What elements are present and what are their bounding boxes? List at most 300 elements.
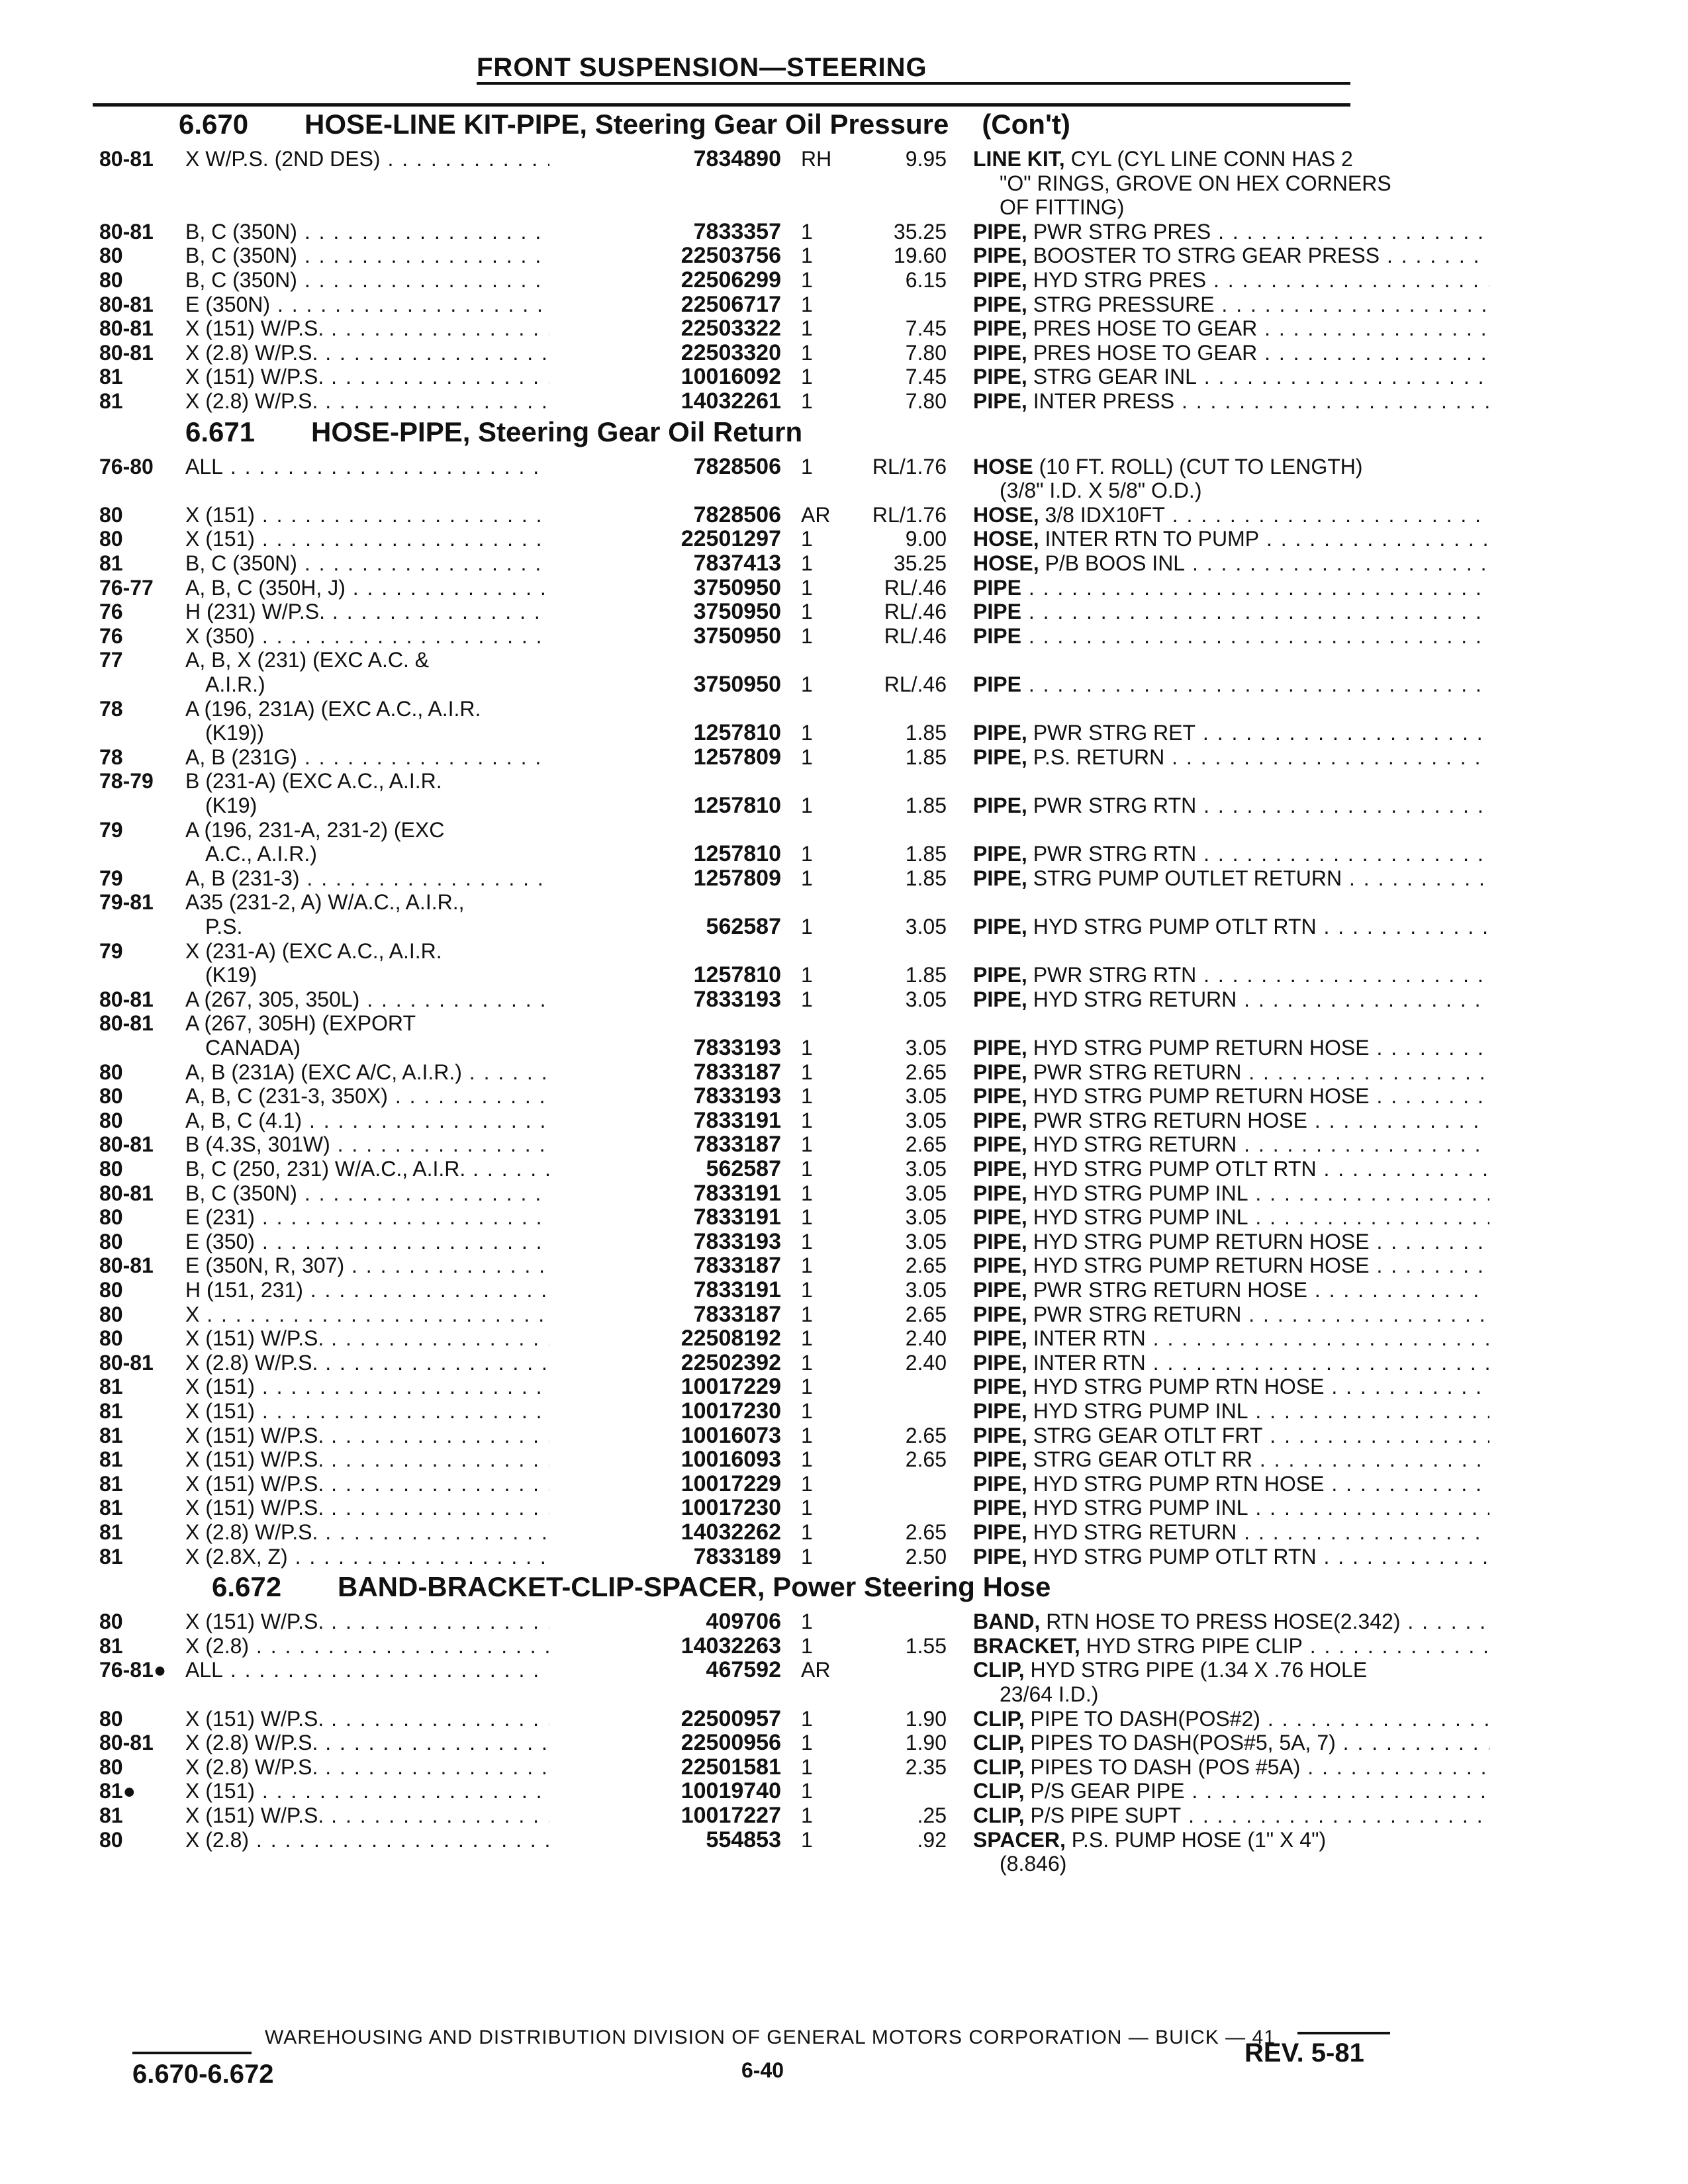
model-year: 80 xyxy=(99,527,123,551)
quantity: 1 xyxy=(801,244,813,268)
part-row xyxy=(99,1609,1401,1636)
application: A, B (231A) (EXC A/C, A.I.R.) . . . xyxy=(185,1060,629,1084)
model-year: 80-81 xyxy=(99,1011,154,1036)
price: 2.65 xyxy=(905,1520,947,1544)
description xyxy=(973,1157,1489,1181)
price: 6.15 xyxy=(905,268,947,292)
part-number: 22503322 xyxy=(549,316,781,340)
description-text: HYD STRG PUMP INL xyxy=(1027,1496,1248,1520)
price: RL/.46 xyxy=(884,600,947,624)
part-row xyxy=(99,866,1390,893)
part-number: 10017227 xyxy=(549,1803,781,1827)
footer-rule-right xyxy=(1297,2032,1390,2034)
description-keyword: CLIP, xyxy=(973,1779,1025,1803)
part-number: 22503756 xyxy=(549,244,781,267)
quantity: 1 xyxy=(801,1544,813,1569)
part-row xyxy=(99,551,1390,578)
model-year: 80-81 xyxy=(99,292,154,316)
model-year: 80-81 xyxy=(99,987,154,1011)
quantity: 1 xyxy=(801,1779,813,1803)
description-keyword: BRACKET, xyxy=(973,1633,1080,1658)
part-row xyxy=(99,1230,1390,1256)
price: 2.40 xyxy=(905,1326,947,1351)
part-row xyxy=(99,503,1390,529)
model-year: 80 xyxy=(99,1278,123,1302)
price: .25 xyxy=(917,1803,947,1827)
quantity: AR xyxy=(801,1658,831,1682)
price: RL/.46 xyxy=(884,623,947,648)
part-row xyxy=(99,1205,1390,1232)
price: 9.00 xyxy=(905,527,947,551)
description-keyword: PIPE, xyxy=(973,1399,1027,1423)
part-row xyxy=(99,1520,1390,1547)
application: B, C (350N) . . . xyxy=(185,551,629,575)
price: RL/.46 xyxy=(884,672,947,696)
description xyxy=(973,1205,1489,1229)
part-number: 10016093 xyxy=(549,1447,781,1471)
part-row xyxy=(99,624,1390,651)
part-number: 3750950 xyxy=(549,576,781,600)
description-text: P.S. RETURN xyxy=(1027,745,1165,769)
part-row xyxy=(99,987,1390,1014)
price: 2.65 xyxy=(905,1132,947,1157)
application: X W/P.S. (2ND DES) . . . xyxy=(185,147,629,171)
description xyxy=(973,1351,1489,1375)
application-continued: (K19) xyxy=(205,794,258,817)
part-number: 7833193 xyxy=(549,987,781,1011)
model-year: 80 xyxy=(99,1060,123,1084)
price: 7.80 xyxy=(905,340,947,365)
part-number: 22500956 xyxy=(549,1731,781,1754)
application-continued: (K19)) xyxy=(205,721,264,745)
description xyxy=(973,1230,1489,1253)
description-keyword: PIPE, xyxy=(973,914,1027,938)
part-number: 14032263 xyxy=(549,1634,781,1658)
part-row xyxy=(99,1326,1390,1353)
top-rule xyxy=(93,103,1350,107)
application: B, C (350N) . . . xyxy=(185,220,629,244)
description-text: PWR STRG RETURN HOSE xyxy=(1027,1108,1307,1132)
part-number: 1257810 xyxy=(549,794,781,817)
part-number: 7828506 xyxy=(549,503,781,527)
quantity: 1 xyxy=(801,1253,813,1278)
description-keyword: PIPE, xyxy=(973,866,1027,890)
quantity: 1 xyxy=(801,914,813,938)
part-row xyxy=(99,600,1390,626)
part-number: 554853 xyxy=(549,1828,781,1852)
description xyxy=(973,1424,1489,1447)
section-title: BAND-BRACKET-CLIP-SPACER, Power Steering Hose xyxy=(338,1571,1051,1603)
description-text: STRG GEAR INL xyxy=(1027,365,1197,389)
description-keyword: PIPE, xyxy=(973,793,1027,817)
part-row xyxy=(99,745,1390,772)
description xyxy=(973,1399,1489,1423)
quantity: 1 xyxy=(801,575,813,600)
description xyxy=(973,987,1489,1011)
description xyxy=(973,551,1489,575)
quantity: 1 xyxy=(801,866,813,890)
description xyxy=(973,244,1489,267)
description-keyword: PIPE, xyxy=(973,721,1027,745)
part-row xyxy=(99,1060,1390,1087)
quantity: 1 xyxy=(801,1350,813,1375)
part-number: 1257810 xyxy=(549,842,781,866)
description-keyword: PIPE, xyxy=(973,1471,1027,1496)
description xyxy=(973,1109,1489,1132)
description-keyword: PIPE, xyxy=(973,244,1027,268)
footer-division: WAREHOUSING AND DISTRIBUTION DIVISION OF GENERAL MOTORS CORPORATION — BUICK — 41 xyxy=(265,2026,1276,2048)
model-year: 81 xyxy=(99,1803,123,1827)
model-year: 79 xyxy=(99,817,123,842)
description-text: STRG GEAR OTLT FRT xyxy=(1027,1423,1263,1447)
model-year: 80-81 xyxy=(99,316,154,341)
description-keyword: HOSE xyxy=(973,454,1033,478)
part-row xyxy=(99,1375,1390,1401)
application: H (231) W/P.S. . . . xyxy=(185,600,629,623)
model-year: 81 xyxy=(99,1399,123,1423)
model-year: 76-81● xyxy=(99,1658,167,1682)
application: X (2.8) . . . xyxy=(185,1634,629,1658)
description-keyword: PIPE, xyxy=(973,1108,1027,1132)
part-row xyxy=(99,316,1390,343)
description-keyword: HOSE, xyxy=(973,502,1039,527)
application-continued: (K19) xyxy=(205,963,258,987)
section-number: 6.671 xyxy=(185,416,256,447)
part-row xyxy=(99,1634,1390,1661)
part-number: 409706 xyxy=(549,1610,781,1633)
part-row xyxy=(99,1472,1390,1498)
price: 2.65 xyxy=(905,1423,947,1447)
part-number: 562587 xyxy=(549,1157,781,1181)
price: 3.05 xyxy=(905,1278,947,1302)
application: X (151) . . . xyxy=(185,527,629,551)
price: RL/1.76 xyxy=(872,502,947,527)
part-number: 3750950 xyxy=(549,624,781,648)
price: 1.90 xyxy=(905,1731,947,1755)
description-text: P/S GEAR PIPE xyxy=(1024,1779,1185,1803)
section-heading xyxy=(212,1571,1051,1603)
model-year: 81 xyxy=(99,1544,123,1569)
price: 3.05 xyxy=(905,914,947,938)
description-text: PWR STRG RETURN xyxy=(1027,1060,1242,1084)
price: 35.25 xyxy=(893,551,947,575)
application: A, B, C (231-3, 350X) . . . xyxy=(185,1084,629,1108)
price: 9.95 xyxy=(905,147,947,171)
description-text: PWR STRG RET xyxy=(1027,721,1196,745)
application: A (267, 305H) (EXPORT xyxy=(185,1011,416,1036)
model-year: 80-81 xyxy=(99,1731,154,1755)
price: 7.45 xyxy=(905,316,947,341)
description xyxy=(973,527,1489,551)
part-row xyxy=(99,268,1390,295)
price: 1.55 xyxy=(905,1633,947,1658)
section-number: 6.672 xyxy=(212,1571,282,1603)
quantity: 1 xyxy=(801,987,813,1011)
quantity: 1 xyxy=(801,1803,813,1827)
part-row xyxy=(99,341,1390,367)
description-keyword: SPACER, xyxy=(973,1827,1066,1852)
quantity: 1 xyxy=(801,1181,813,1205)
application: X (2.8) W/P.S. . . . xyxy=(185,1731,629,1754)
quantity: 1 xyxy=(801,1399,813,1423)
application: X (2.8) W/P.S. . . . xyxy=(185,1351,629,1375)
description-text: INTER PRESS xyxy=(1027,389,1175,413)
application: X (151) W/P.S. . . . xyxy=(185,316,629,340)
description xyxy=(973,1181,1489,1205)
header-rule xyxy=(477,82,1350,85)
model-year: 81 xyxy=(99,1633,123,1658)
application: X (151) . . . xyxy=(185,1399,629,1423)
part-number: 22502392 xyxy=(549,1351,781,1375)
description-continued: (3/8" I.D. X 5/8" O.D.) xyxy=(1000,478,1202,503)
price: 2.40 xyxy=(905,1350,947,1375)
description-keyword: HOSE, xyxy=(973,527,1039,551)
description-keyword: CLIP, xyxy=(973,1731,1025,1755)
model-year: 80-81 xyxy=(99,147,154,171)
quantity: 1 xyxy=(801,1060,813,1084)
description-text: P/S PIPE SUPT xyxy=(1024,1803,1182,1827)
quantity: 1 xyxy=(801,1326,813,1351)
description-keyword: PIPE, xyxy=(973,219,1027,244)
price: 2.65 xyxy=(905,1447,947,1472)
footer-rule-left xyxy=(132,2052,252,2054)
part-row xyxy=(99,1803,1390,1830)
price: 3.05 xyxy=(905,1181,947,1205)
part-row xyxy=(99,527,1390,553)
section-title: HOSE-LINE KIT-PIPE, Steering Gear Oil Pressure xyxy=(305,109,949,140)
quantity: 1 xyxy=(801,721,813,745)
quantity: 1 xyxy=(801,1229,813,1253)
quantity: 1 xyxy=(801,316,813,341)
description-text: PIPES TO DASH(POS#5, 5A, 7) xyxy=(1024,1731,1336,1755)
description-text: STRG GEAR OTLT RR xyxy=(1027,1447,1252,1472)
price: 2.65 xyxy=(905,1253,947,1278)
part-row xyxy=(99,455,1390,481)
part-row xyxy=(99,1447,1390,1474)
part-row xyxy=(99,1084,1390,1111)
description-keyword: PIPE, xyxy=(973,1520,1027,1544)
application: X (151) W/P.S. . . . xyxy=(185,1472,629,1496)
part-row xyxy=(99,1399,1390,1426)
quantity: 1 xyxy=(801,1471,813,1496)
description-keyword: PIPE, xyxy=(973,1157,1027,1181)
quantity: 1 xyxy=(801,389,813,413)
description xyxy=(973,389,1489,413)
description-keyword: PIPE, xyxy=(973,842,1027,866)
price: 1.85 xyxy=(905,963,947,987)
quantity: 1 xyxy=(801,1278,813,1302)
part-number: 7828506 xyxy=(549,455,781,478)
application: E (231) . . . xyxy=(185,1205,629,1229)
part-row xyxy=(99,1109,1390,1135)
part-number: 7833187 xyxy=(549,1302,781,1326)
description-keyword: PIPE xyxy=(973,672,1021,696)
description-text: HYD STRG PIPE CLIP xyxy=(1080,1633,1303,1658)
application: X (151) . . . xyxy=(185,1375,629,1398)
model-year: 79-81 xyxy=(99,890,154,915)
quantity: 1 xyxy=(801,1205,813,1230)
description-text: HYD STRG RETURN xyxy=(1027,1132,1237,1157)
description-keyword: PIPE, xyxy=(973,745,1027,769)
description-text: HYD STRG RETURN xyxy=(1027,1520,1237,1544)
application: X (151) W/P.S. . . . xyxy=(185,1610,629,1633)
quantity: 1 xyxy=(801,623,813,648)
description-keyword: BAND, xyxy=(973,1610,1041,1634)
part-number: 22506717 xyxy=(549,293,781,316)
description-keyword: PIPE, xyxy=(973,1302,1027,1326)
quantity: 1 xyxy=(801,1731,813,1755)
quantity: 1 xyxy=(801,219,813,244)
price: RL/1.76 xyxy=(872,454,947,478)
description xyxy=(973,672,1489,696)
description xyxy=(973,316,1489,340)
section-continued: (Con't) xyxy=(982,109,1070,140)
part-number: 1257810 xyxy=(549,963,781,987)
description-keyword: PIPE, xyxy=(973,1496,1027,1520)
part-number: 7833187 xyxy=(549,1132,781,1156)
description-text: INTER RTN xyxy=(1027,1326,1146,1351)
description-text: HYD STRG PUMP OTLT RTN xyxy=(1027,914,1317,938)
model-year: 80 xyxy=(99,1827,123,1852)
description-keyword: LINE KIT, xyxy=(973,147,1065,171)
description-text: HYD STRG PUMP RETURN HOSE xyxy=(1027,1084,1370,1109)
description-text: PRES HOSE TO GEAR xyxy=(1027,316,1258,341)
description-text: PRES HOSE TO GEAR xyxy=(1027,340,1258,365)
description-text: P/B BOOS INL xyxy=(1039,551,1186,575)
quantity: 1 xyxy=(801,1423,813,1447)
model-year: 81 xyxy=(99,1471,123,1496)
part-row xyxy=(99,1707,1390,1733)
part-row xyxy=(99,1779,1390,1805)
part-number: 7833191 xyxy=(549,1109,781,1132)
application: A, B (231-3) . . . xyxy=(185,866,629,890)
description xyxy=(973,1472,1489,1496)
model-year: 80 xyxy=(99,1084,123,1109)
part-number: 7833187 xyxy=(549,1060,781,1084)
description-keyword: PIPE, xyxy=(973,1181,1027,1205)
part-row xyxy=(99,576,1390,602)
description-keyword: PIPE, xyxy=(973,1447,1027,1472)
part-number: 7833191 xyxy=(549,1205,781,1229)
model-year: 80 xyxy=(99,1326,123,1351)
part-row xyxy=(99,1302,1390,1329)
application: B, C (350N) . . . xyxy=(185,1181,629,1205)
description xyxy=(973,1036,1489,1060)
price: 1.85 xyxy=(905,866,947,890)
description xyxy=(973,1779,1489,1803)
model-year: 80-81 xyxy=(99,1350,154,1375)
description xyxy=(973,455,1489,478)
quantity: 1 xyxy=(801,1633,813,1658)
application: B (4.3S, 301W) . . . xyxy=(185,1132,629,1156)
description-keyword: PIPE, xyxy=(973,1278,1027,1302)
part-number: 10016092 xyxy=(549,365,781,388)
application: X (151) W/P.S. . . . xyxy=(185,1496,629,1520)
quantity: 1 xyxy=(801,1084,813,1109)
application: E (350N, R, 307) . . . xyxy=(185,1253,629,1277)
application: ALL . . . xyxy=(185,1658,629,1682)
description-text: HYD STRG PUMP RETURN HOSE xyxy=(1027,1035,1370,1060)
description-text: HYD STRG PUMP INL xyxy=(1027,1399,1248,1423)
description-keyword: PIPE, xyxy=(973,389,1027,413)
price: 2.65 xyxy=(905,1302,947,1326)
quantity: 1 xyxy=(801,842,813,866)
application: X (151) W/P.S. . . . xyxy=(185,365,629,388)
application: A, B, C (4.1) . . . xyxy=(185,1109,629,1132)
price: 1.85 xyxy=(905,842,947,866)
description-text: PWR STRG RTN xyxy=(1027,963,1197,987)
model-year: 81 xyxy=(99,365,123,389)
part-number: 22500957 xyxy=(549,1707,781,1731)
price: .92 xyxy=(917,1827,947,1852)
description-keyword: HOSE, xyxy=(973,551,1039,575)
application: X (231-A) (EXC A.C., A.I.R. xyxy=(185,938,442,963)
application: X (2.8) W/P.S. . . . xyxy=(185,341,629,365)
quantity: AR xyxy=(801,502,831,527)
price: 2.35 xyxy=(905,1754,947,1779)
description-text: BOOSTER TO STRG GEAR PRESS xyxy=(1027,244,1380,268)
description xyxy=(973,293,1489,316)
part-number: 14032262 xyxy=(549,1520,781,1544)
section-heading xyxy=(185,416,802,448)
quantity: 1 xyxy=(801,793,813,817)
quantity: 1 xyxy=(801,1827,813,1852)
part-number: 10017230 xyxy=(549,1399,781,1423)
section-heading xyxy=(179,109,1070,140)
description-text: PIPE TO DASH(POS#2) xyxy=(1024,1706,1260,1731)
description-keyword: PIPE xyxy=(973,623,1021,648)
quantity: 1 xyxy=(801,745,813,769)
description xyxy=(973,1707,1489,1731)
description xyxy=(973,576,1489,600)
description-text: INTER RTN xyxy=(1027,1350,1146,1375)
description-continued: OF FITTING) xyxy=(1000,195,1125,220)
quantity: 1 xyxy=(801,268,813,292)
description xyxy=(973,1520,1489,1544)
model-year: 81● xyxy=(99,1779,136,1803)
model-year: 81 xyxy=(99,551,123,575)
part-number: 3750950 xyxy=(549,672,781,696)
description-text: HYD STRG PUMP INL xyxy=(1027,1205,1248,1230)
description-text: HYD STRG PUMP RETURN HOSE xyxy=(1027,1229,1370,1253)
description-continued: (8.846) xyxy=(1000,1852,1067,1876)
description-keyword: PIPE, xyxy=(973,268,1027,292)
application: A (196, 231-A, 231-2) (EXC xyxy=(185,817,445,842)
model-year: 80 xyxy=(99,1706,123,1731)
description-keyword: PIPE, xyxy=(973,365,1027,389)
quantity: 1 xyxy=(801,1610,813,1634)
model-year: 79 xyxy=(99,938,123,963)
part-row xyxy=(99,293,1390,319)
application-continued: CANADA) xyxy=(205,1036,301,1060)
description xyxy=(973,842,1489,866)
price: RL/.46 xyxy=(884,575,947,600)
model-year: 78-79 xyxy=(99,769,154,794)
price: 3.05 xyxy=(905,1035,947,1060)
description-text: HYD STRG PUMP OTLT RTN xyxy=(1027,1544,1317,1569)
quantity: 1 xyxy=(801,1375,813,1399)
section-number: 6.670 xyxy=(179,109,249,140)
part-number: 10019740 xyxy=(549,1779,781,1803)
description-keyword: PIPE, xyxy=(973,1253,1027,1278)
quantity: 1 xyxy=(801,672,813,696)
description-keyword: PIPE, xyxy=(973,1084,1027,1109)
model-year: 80 xyxy=(99,1610,123,1634)
description-keyword: PIPE, xyxy=(973,1229,1027,1253)
part-row xyxy=(99,1731,1390,1757)
description-text: PIPES TO DASH (POS #5A) xyxy=(1024,1754,1301,1779)
part-number: 1257810 xyxy=(549,721,781,745)
